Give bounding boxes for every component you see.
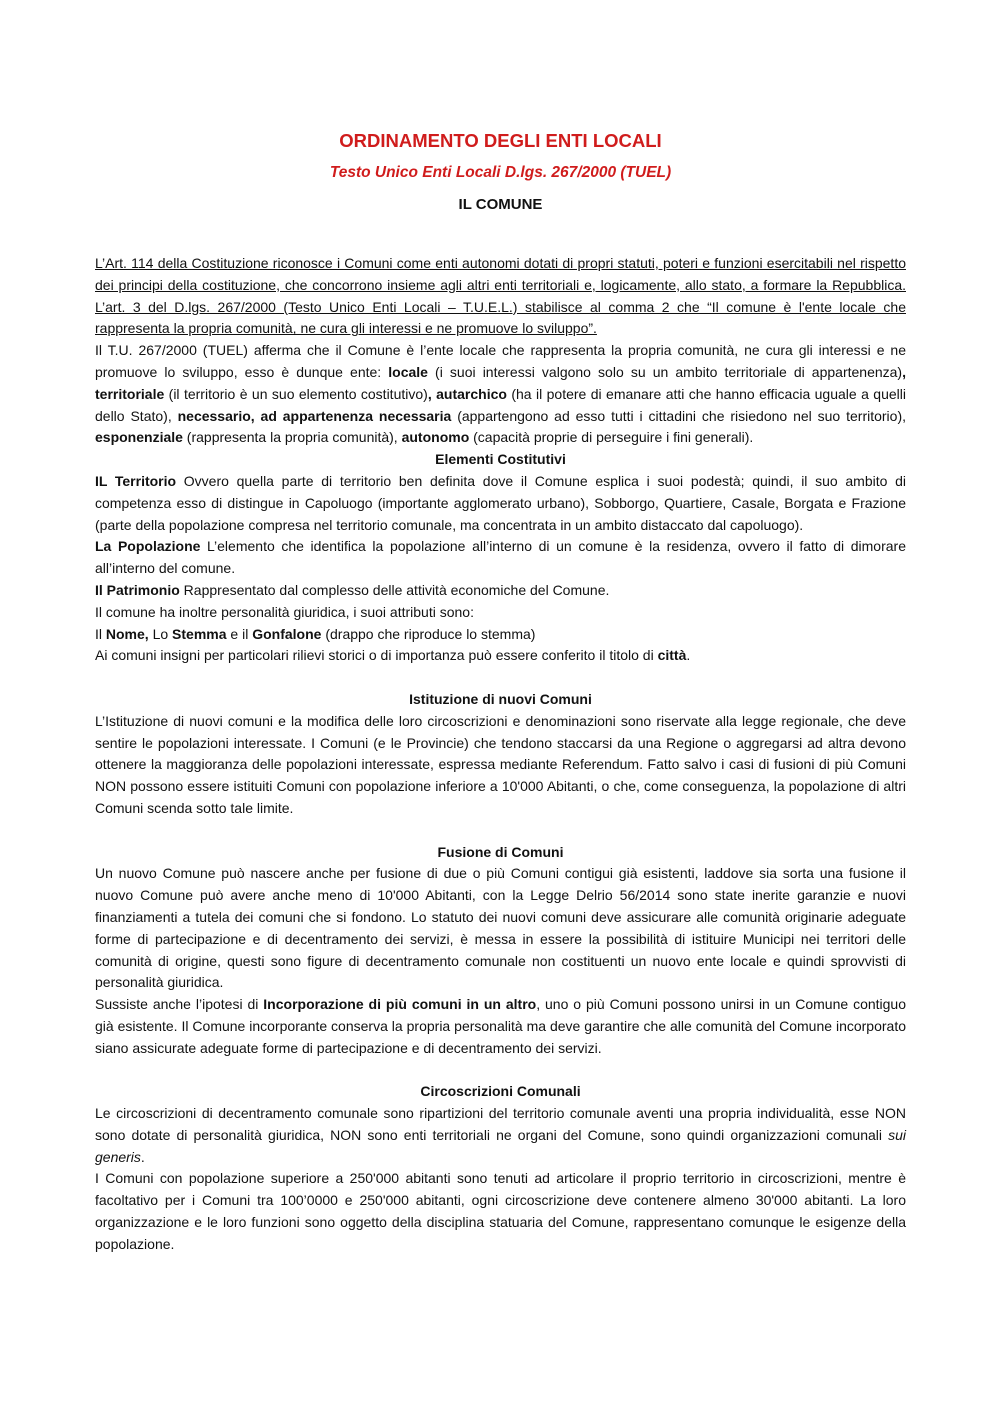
text-run: (rappresenta la propria comunità), [182,429,402,446]
bold-term-nome: Nome, [105,625,149,642]
text-run: Ai comuni insigni per particolari rilievi storici o di importanza può essere conferito il titolo di [95,647,658,664]
paragraph-personalita: Il comune ha inoltre personalità giuridica, i suoi attributi sono: [95,603,474,620]
text-run: (drappo che riproduce lo stemma) [321,625,536,642]
paragraph-istituzione: L’Istituzione di nuovi comuni e la modifica delle loro circoscrizioni e denominazioni sono riservate alla legge regionale, che deve sentire le popolazioni interessate. I Comuni (e le Provincie) che tendono staccarsi da una Regione o aggregarsi ad altra devono ottenere la maggioranza delle popolazioni interessate, espressa mediante Referendum. Fatto salvo i casi di fusioni di più Comuni NON possono essere istituiti Comuni con popolazione inferiore a 10'000 Abitanti, o che, come conseguenza, la popolazione di altri Comuni scenda sotto tale limite. [95,712,906,816]
text-run: Sussiste anche l’ipotesi di [95,996,264,1013]
text-run: (appartengono ad esso tutti i cittadini che risiedono nel suo territorio), [451,407,906,424]
document-subtitle: Testo Unico Enti Locali D.lgs. 267/2000 (TUEL) [329,164,672,181]
intro-paragraph-underlined: L’Art. 114 della Costituzione riconosce i Comuni come enti autonomi dotati di propri statuti, poteri e funzioni esercitabili nel rispetto dei principi della costituzione, che concorrono insieme agli altri enti territoriali e, logicamente, allo stato, a formare la Repubblica. L’art. 3 del D.lgs. 267/2000 (Testo Unico Enti Locali – T.U.E.L.) stabilisce al comma 2 che “Il comune è l'ente locale che rappresenta la propria comunità, ne cura gli interessi e ne promuove lo sviluppo”. [95,255,906,337]
text-run: . [140,1148,145,1165]
text-run: (i suoi interessi valgono solo su un ambito territoriale di appartenenza) [427,363,903,380]
bold-term-locale: locale [388,363,428,380]
section-heading-elementi: Elementi Costitutivi [435,451,566,468]
paragraph-fusione: Un nuovo Comune può nascere anche per fusione di due o più Comuni contigui già esistenti, laddove sia sorta una fusione il nuovo Comune può avere anche meno di 10'000 Abitanti, con la Legge Delrio 56/2014 sono state inerite garanzie e nuovi finanziamenti a tutela dei comuni che si fondono. Lo statuto dei nuovi comuni deve assicurare alle comunità originarie adeguate forme di partecipazione e di decentramento dei servizi, è messa in essere la possibilità di istituire Municipi nei territori delle comunità di origine, questi sono figure di decentramento comunale non costituenti un nuovo ente locale e quindi sprovvisti di personalità giuridica. [95,865,906,991]
section-heading-il-comune: IL COMUNE [458,196,543,213]
bold-term-territorio: IL Territorio [95,472,177,489]
text-run: Il [95,625,106,642]
bold-term-patrimonio: Il Patrimonio [95,581,180,598]
paragraph-patrimonio [95,580,906,602]
paragraph-circoscrizioni [95,1103,906,1168]
text-run: e il [226,625,253,642]
bold-term-gonfalone: Gonfalone [252,625,322,642]
text-run: L’elemento che identifica la popolazione all’interno di un comune è la residenza, ovvero il fatto di dimorare all’interno del comune. [95,538,906,577]
bold-term-territoriale: , territoriale [95,363,906,402]
document-title: ORDINAMENTO DEGLI ENTI LOCALI [339,130,662,151]
bold-term-autarchico: , autarchico [427,385,507,402]
section-heading-istituzione: Istituzione di nuovi Comuni [409,690,592,707]
bold-term-stemma: Stemma [172,625,227,642]
paragraph-territorio [95,471,906,536]
text-run: Ovvero quella parte di territorio ben definita dove il Comune esplica i suoi podestà; quindi, il suo ambito di competenza esso di distingue in Capoluogo (importante agglomerato urbano), Sobborgo, Quartiere, Casale, Borgata e Frazione (parte della popolazione compresa nel territorio comunale, ma concentrata in un ambito distaccato dal capoluogo). [95,472,906,533]
text-run: Le circoscrizioni di decentramento comunale sono ripartizioni del territorio comunale aventi una propria individualità, esse NON sono dotate di personalità giuridica, NON sono enti territoriali ne organi del Comune, sono quindi organizzazioni comunali [95,1105,906,1143]
paragraph-attributi [95,624,906,646]
text-run: Rappresentato dal complesso delle attività economiche del Comune. [179,581,610,598]
text-run: (capacità proprie di perseguire i fini generali). [469,429,754,446]
text-run: . [686,647,691,664]
text-run: Il T.U. 267/2000 (TUEL) afferma che il Comune è l’ente locale che rappresenta la propria comunità, ne cura gli interessi e ne promuove lo sviluppo, esso è dunque ente: [95,342,906,380]
text-run: Lo [148,625,173,642]
paragraph-popolazione [95,536,906,580]
italic-term-sui-generis: sui generis [95,1126,906,1165]
text-run: , uno o più Comuni possono unirsi in un Comune contiguo già esistente. Il Comune incorporante conserva la propria personalità ma deve garantire che alle comunità del Comune incorporato siano assicurate adeguate forme di partecipazione e di decentramento dei servizi. [95,996,907,1056]
text-run: (ha il potere di emanare atti che hanno efficacia uguale a quelli dello Stato), [95,385,906,424]
paragraph-incorporazione [95,994,906,1059]
intro-paragraph-tuel [95,340,906,449]
paragraph-citta [95,645,906,667]
text-run: (il territorio è un suo elemento costitutivo) [164,385,428,402]
section-heading-circoscrizioni: Circoscrizioni Comunali [420,1083,581,1100]
bold-term-popolazione: La Popolazione [95,538,201,555]
bold-term-autonomo: autonomo [401,429,470,446]
paragraph-circoscrizioni-popolazione: I Comuni con popolazione superiore a 250'000 abitanti sono tenuti ad articolare il proprio territorio in circoscrizioni, mentre è facoltativo per i Comuni tra 100’0000 e 250'000 abitanti, ogni circoscrizione deve contenere almeno 30'000 abitanti. La loro organizzazione e le loro funzioni sono oggetto della disciplina statuaria del Comune, rappresentano comunque le esigenze della popolazione. [95,1170,906,1252]
bold-term-esponenziale: esponenziale [95,429,183,446]
section-heading-fusione: Fusione di Comuni [437,843,564,860]
bold-term-necessario: necessario, ad appartenenza necessaria [177,407,452,424]
bold-term-incorporazione: Incorporazione di più comuni in un altro [263,996,537,1013]
document-page [95,128,906,1256]
bold-term-citta: città [657,647,687,664]
